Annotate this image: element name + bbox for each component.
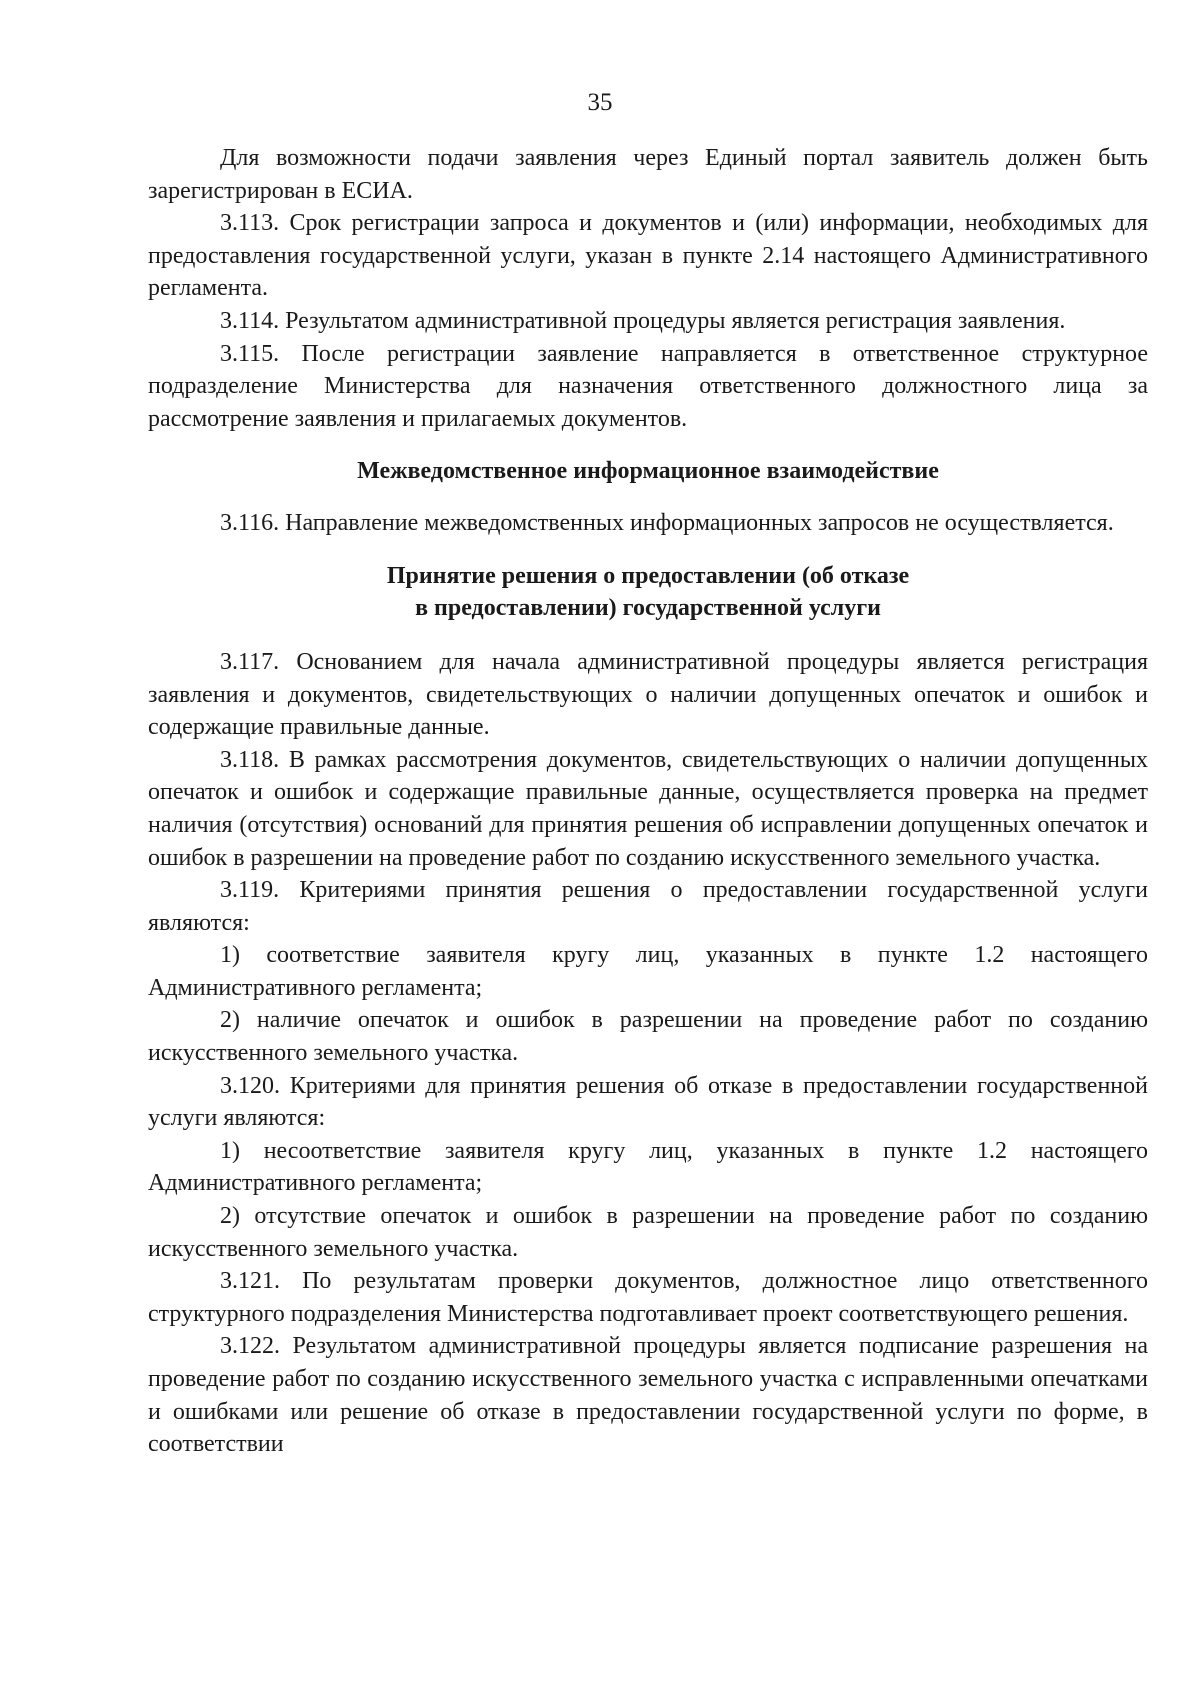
paragraph-3-120: 3.120. Критериями для принятия решения об отказе в предоставлении государственной услуги являются: [148,1072,1148,1132]
paragraph-3-117: 3.117. Основанием для начала административной процедуры является регистрация заявления и документов, свидетельствующих о наличии допущенных опечаток и ошибок и содержащие правильные данные. [148,648,1148,741]
paragraph-esia-registration: Для возможности подачи заявления через Единый портал заявитель должен быть зарегистрирован в ЕСИА. [148,145,1148,204]
paragraph-3-115: 3.115. После регистрации заявление направляется в ответственное структурное подразделение Министерства для назначения ответственного должностного лица за рассмотрение заявления и прилагаемых документов. [148,340,1148,432]
paragraph-3-121: 3.121. По результатам проверки документов, должностное лицо ответственного структурного подразделения Министерства подготавливает проект соответствующего решения. [148,1268,1148,1327]
page-number: 35 [587,89,613,116]
list-item-3-119-2: 2) наличие опечаток и ошибок в разрешении на проведение работ по созданию искусственного земельного участка. [148,1007,1148,1067]
paragraph-3-118: 3.118. В рамках рассмотрения документов, свидетельствующих о наличии допущенных опечаток и ошибок и содержащие правильные данные, осуществляется проверка на предмет наличия (отсутствия) оснований для принятия решения об исправлении допущенных опечаток и ошибок в разрешении на проведение работ по созданию искусственного земельного участка. [148,746,1148,871]
section-heading-decision-line1: Принятие решения о предоставлении (об отказе [386,562,910,589]
section-heading-interagency: Межведомственное информационное взаимодействие [357,458,939,485]
paragraph-3-113: 3.113. Срок регистрации запроса и документов и (или) информации, необходимых для предоставления государственной услуги, указан в пункте 2.14 настоящего Административного регламента. [148,210,1148,302]
paragraph-3-116: 3.116. Направление межведомственных информационных запросов не осуществляется. [220,510,1114,537]
paragraph-3-122: 3.122. Результатом административной процедуры является подписание разрешения на проведение работ по созданию искусственного земельного участка с исправленными опечатками и ошибками или решение об отказе в предоставлении государственной услуги по форме, в соответствии [148,1333,1148,1458]
document-body [148,142,1148,1461]
section-heading-decision-line2: в предоставлении) государственной услуги [415,594,881,621]
paragraph-3-114: 3.114. Результатом административной процедуры является регистрация заявления. [220,307,1066,334]
paragraph-3-119: 3.119. Критериями принятия решения о предоставлении государственной услуги являются: [148,877,1148,936]
list-item-3-120-2: 2) отсутствие опечаток и ошибок в разрешении на проведение работ по созданию искусственного земельного участка. [148,1203,1148,1262]
list-item-3-119-1: 1) соответствие заявителя кругу лиц, указанных в пункте 1.2 настоящего Административного регламента; [148,942,1148,1001]
list-item-3-120-1: 1) несоответствие заявителя кругу лиц, указанных в пункте 1.2 настоящего Административного регламента; [148,1137,1148,1197]
